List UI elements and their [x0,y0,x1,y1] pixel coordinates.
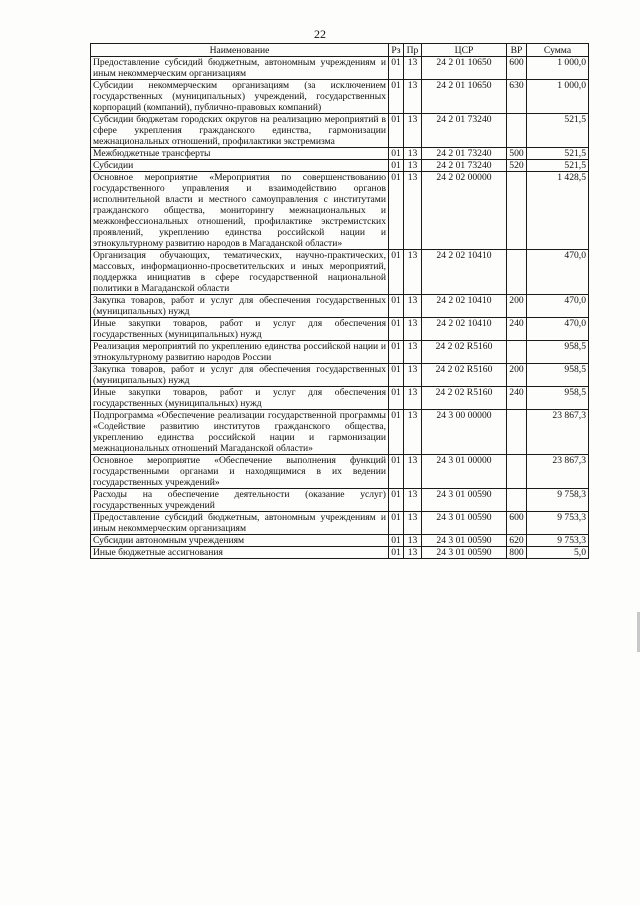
cell-sum: 1 428,5 [527,172,589,250]
cell-vr [507,114,527,148]
cell-name: Основное мероприятие «Мероприятия по совершенствованию государственного управления и взаимодействию органов исполнительной власти и местного самоуправления с институтами гражданского общества, мониторингу межнациональных и межконфессиональных отношений, профилактике экстремистских проявлений, укреплению единства российской нации и этнокультурному развитию народов в Магаданской области» [91,172,389,250]
cell-csr: 24 3 01 00590 [422,535,507,547]
cell-vr [507,341,527,364]
cell-sum: 470,0 [527,318,589,341]
table-row [91,341,589,364]
cell-vr: 240 [507,387,527,410]
cell-name: Предоставление субсидий бюджетным, автономным учреждениям и иным некоммерческим организациям [91,512,389,535]
cell-csr: 24 2 02 10410 [422,250,507,295]
table-row [91,455,589,489]
cell-pr: 13 [404,387,422,410]
cell-rz: 01 [389,57,404,80]
cell-vr [507,410,527,455]
cell-rz: 01 [389,318,404,341]
cell-rz: 01 [389,387,404,410]
table-row [91,295,589,318]
cell-sum: 958,5 [527,387,589,410]
cell-vr: 520 [507,160,527,172]
cell-sum: 521,5 [527,114,589,148]
cell-name: Закупка товаров, работ и услуг для обеспечения государственных (муниципальных) нужд [91,295,389,318]
cell-name: Организация обучающих, тематических, научно-практических, массовых, информационно-просветительских и иных мероприятий, поддержка инициатив в сфере государственной национальной политики в Магаданской области [91,250,389,295]
cell-csr: 24 2 02 R5160 [422,341,507,364]
table-body [91,57,589,559]
cell-vr: 500 [507,148,527,160]
header-csr: ЦСР [422,44,507,57]
table-row [91,250,589,295]
table-row [91,535,589,547]
cell-rz: 01 [389,160,404,172]
cell-csr: 24 3 01 00000 [422,455,507,489]
cell-pr: 13 [404,341,422,364]
cell-vr: 600 [507,512,527,535]
page-number: 22 [314,27,326,41]
cell-rz: 01 [389,455,404,489]
cell-name: Субсидии автономным учреждениям [91,535,389,547]
cell-rz: 01 [389,410,404,455]
cell-vr: 240 [507,318,527,341]
cell-sum: 23 867,3 [527,410,589,455]
cell-name: Иные закупки товаров, работ и услуг для обеспечения государственных (муниципальных) нужд [91,387,389,410]
budget-table [90,43,589,559]
cell-vr: 800 [507,547,527,559]
cell-pr: 13 [404,295,422,318]
table-row [91,410,589,455]
cell-csr: 24 2 01 10650 [422,57,507,80]
cell-name: Субсидии [91,160,389,172]
cell-csr: 24 2 02 10410 [422,318,507,341]
cell-csr: 24 2 01 10650 [422,80,507,114]
table-row [91,364,589,387]
cell-vr: 630 [507,80,527,114]
header-vr: ВР [507,44,527,57]
cell-rz: 01 [389,512,404,535]
cell-csr: 24 2 01 73240 [422,160,507,172]
cell-csr: 24 3 01 00590 [422,547,507,559]
cell-pr: 13 [404,160,422,172]
cell-pr: 13 [404,535,422,547]
cell-vr: 200 [507,364,527,387]
cell-vr: 600 [507,57,527,80]
header-name: Наименование [91,44,389,57]
table-row [91,489,589,512]
cell-sum: 521,5 [527,148,589,160]
cell-name: Субсидии некоммерческим организациям (за исключением государственных (муниципальных) учреждений, государственных корпораций (компаний), публично-правовых компаний) [91,80,389,114]
cell-rz: 01 [389,364,404,387]
cell-csr: 24 2 02 10410 [422,295,507,318]
cell-vr [507,250,527,295]
cell-name: Основное мероприятие «Обеспечение выполнения функций государственными органами и находящимися в их ведении государственных учреждений» [91,455,389,489]
cell-name: Закупка товаров, работ и услуг для обеспечения государственных (муниципальных) нужд [91,364,389,387]
cell-sum: 470,0 [527,250,589,295]
cell-name: Субсидии бюджетам городских округов на реализацию мероприятий в сфере укрепления гражданского единства, гармонизации межнациональных отношений, профилактики экстремизма [91,114,389,148]
cell-pr: 13 [404,172,422,250]
cell-vr: 200 [507,295,527,318]
cell-rz: 01 [389,80,404,114]
cell-vr: 620 [507,535,527,547]
header-rz: Рз [389,44,404,57]
cell-name: Межбюджетные трансферты [91,148,389,160]
cell-csr: 24 2 01 73240 [422,148,507,160]
cell-rz: 01 [389,489,404,512]
cell-name: Иные бюджетные ассигнования [91,547,389,559]
table-row [91,512,589,535]
header-pr: Пр [404,44,422,57]
cell-rz: 01 [389,172,404,250]
table-row [91,318,589,341]
cell-name: Подпрограмма «Обеспечение реализации государственной программы «Содействие развитию институтов гражданского общества, укреплению единства российской нации и гармонизации межнациональных отношений Магаданской области» [91,410,389,455]
table-row [91,148,589,160]
cell-pr: 13 [404,250,422,295]
cell-csr: 24 3 01 00590 [422,489,507,512]
cell-name: Реализация мероприятий по укреплению единства российской нации и этнокультурному развитию народов России [91,341,389,364]
table-header-row [91,44,589,57]
cell-sum: 23 867,3 [527,455,589,489]
cell-sum: 958,5 [527,364,589,387]
cell-sum: 9 753,3 [527,512,589,535]
cell-sum: 1 000,0 [527,57,589,80]
cell-sum: 9 758,3 [527,489,589,512]
cell-rz: 01 [389,148,404,160]
table-row [91,80,589,114]
cell-name: Предоставление субсидий бюджетным, автономным учреждениям и иным некоммерческим организациям [91,57,389,80]
cell-pr: 13 [404,114,422,148]
cell-pr: 13 [404,57,422,80]
cell-rz: 01 [389,295,404,318]
cell-csr: 24 2 02 R5160 [422,387,507,410]
cell-pr: 13 [404,364,422,387]
cell-pr: 13 [404,512,422,535]
cell-rz: 01 [389,114,404,148]
cell-sum: 470,0 [527,295,589,318]
cell-sum: 958,5 [527,341,589,364]
cell-csr: 24 2 02 00000 [422,172,507,250]
cell-rz: 01 [389,547,404,559]
cell-rz: 01 [389,535,404,547]
cell-pr: 13 [404,410,422,455]
cell-pr: 13 [404,80,422,114]
header-sum: Сумма [527,44,589,57]
cell-name: Расходы на обеспечение деятельности (оказание услуг) государственных учреждений [91,489,389,512]
cell-pr: 13 [404,148,422,160]
cell-sum: 5,0 [527,547,589,559]
cell-vr [507,455,527,489]
table-row [91,114,589,148]
cell-vr [507,489,527,512]
table-row [91,57,589,80]
cell-pr: 13 [404,318,422,341]
table-row [91,547,589,559]
table-row [91,172,589,250]
cell-vr [507,172,527,250]
cell-rz: 01 [389,341,404,364]
table-row [91,160,589,172]
cell-csr: 24 3 01 00590 [422,512,507,535]
cell-sum: 9 753,3 [527,535,589,547]
cell-pr: 13 [404,547,422,559]
cell-rz: 01 [389,250,404,295]
cell-pr: 13 [404,455,422,489]
cell-sum: 1 000,0 [527,80,589,114]
cell-name: Иные закупки товаров, работ и услуг для обеспечения государственных (муниципальных) нужд [91,318,389,341]
cell-sum: 521,5 [527,160,589,172]
cell-csr: 24 2 02 R5160 [422,364,507,387]
cell-csr: 24 2 01 73240 [422,114,507,148]
cell-pr: 13 [404,489,422,512]
cell-csr: 24 3 00 00000 [422,410,507,455]
table-row [91,387,589,410]
